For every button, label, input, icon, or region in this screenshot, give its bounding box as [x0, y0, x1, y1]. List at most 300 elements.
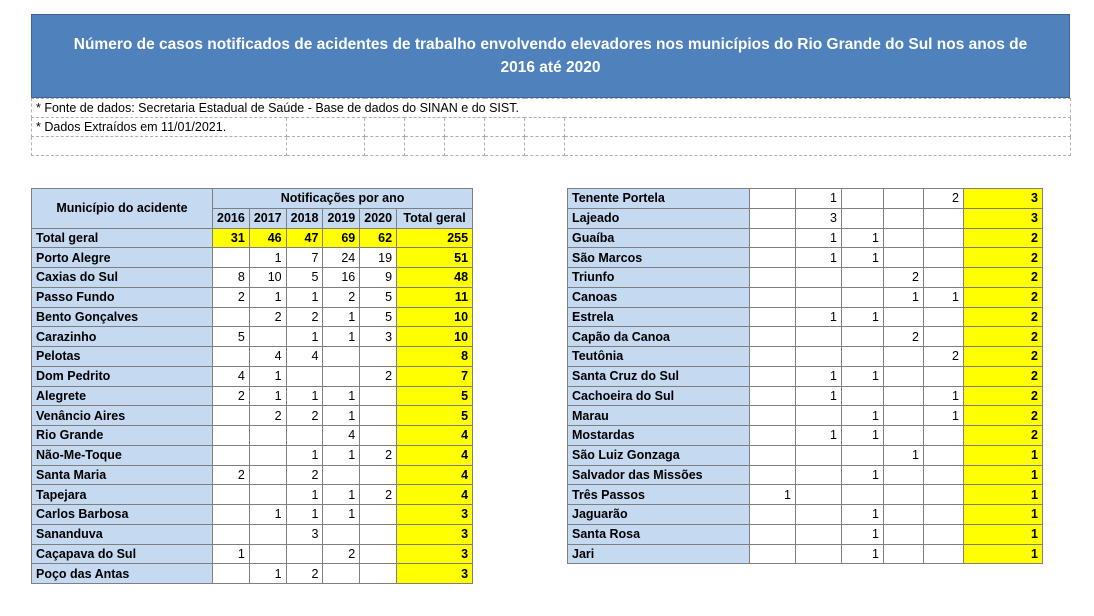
municipio-name: Alegrete: [32, 386, 213, 406]
year-count: 3: [286, 524, 323, 544]
year-count: 2: [924, 347, 964, 367]
row-total: 2: [964, 268, 1043, 288]
year-count: [750, 386, 796, 406]
year-count: 1: [796, 228, 842, 248]
municipio-name: Três Passos: [568, 485, 750, 505]
table-row: [32, 268, 473, 288]
year-count: [924, 208, 964, 228]
year-header: 2019: [323, 208, 360, 228]
table-row: [568, 189, 1043, 209]
year-count: 1: [884, 445, 924, 465]
total-row-value: 62: [360, 228, 397, 248]
year-count: 2: [286, 564, 323, 584]
year-header: 2020: [360, 208, 397, 228]
row-total: 1: [964, 465, 1043, 485]
year-count: 1: [286, 327, 323, 347]
year-count: [884, 505, 924, 525]
year-count: [213, 347, 250, 367]
year-count: 1: [249, 287, 286, 307]
year-count: [842, 189, 884, 209]
table-row: [32, 524, 473, 544]
year-count: [924, 426, 964, 446]
year-count: [924, 248, 964, 268]
table-row: [568, 347, 1043, 367]
year-count: [360, 347, 397, 367]
row-total: 3: [397, 524, 473, 544]
year-count: 19: [360, 248, 397, 268]
municipio-name: Teutônia: [568, 347, 750, 367]
municipio-name: Carlos Barbosa: [32, 505, 213, 525]
table-row: [568, 208, 1043, 228]
municipio-name: Santa Cruz do Sul: [568, 366, 750, 386]
municipio-name: Sananduva: [32, 524, 213, 544]
year-count: 1: [842, 426, 884, 446]
row-total: 3: [964, 208, 1043, 228]
municipio-name: Santa Rosa: [568, 524, 750, 544]
year-count: [249, 524, 286, 544]
year-count: [213, 426, 250, 446]
year-count: 4: [286, 347, 323, 367]
year-count: 7: [286, 248, 323, 268]
row-total: 3: [397, 505, 473, 525]
year-count: [360, 564, 397, 584]
year-count: 3: [796, 208, 842, 228]
page-title: Número de casos notificados de acidentes de trabalho envolvendo elevadores nos municípios do Rio Grande do Sul nos anos de 2016 até 2020: [73, 36, 1028, 76]
year-count: 16: [323, 268, 360, 288]
table-row: [568, 366, 1043, 386]
year-count: [323, 366, 360, 386]
municipio-name: Santa Maria: [32, 465, 213, 485]
row-total: 2: [964, 248, 1043, 268]
year-count: [924, 228, 964, 248]
row-total: 2: [964, 426, 1043, 446]
year-count: 1: [796, 189, 842, 209]
municipio-name: Bento Gonçalves: [32, 307, 213, 327]
municipio-name: Caçapava do Sul: [32, 544, 213, 564]
year-count: [842, 347, 884, 367]
year-count: [924, 327, 964, 347]
year-count: [360, 465, 397, 485]
year-count: 2: [884, 327, 924, 347]
year-count: [842, 268, 884, 288]
table-row: [568, 386, 1043, 406]
year-count: 2: [286, 465, 323, 485]
year-count: 1: [842, 248, 884, 268]
table-row: [32, 386, 473, 406]
municipio-name: Estrela: [568, 307, 750, 327]
municipio-name: Venâncio Aires: [32, 406, 213, 426]
year-count: 2: [924, 189, 964, 209]
year-count: 1: [323, 307, 360, 327]
year-count: [924, 544, 964, 564]
table-row: [32, 544, 473, 564]
table-row: [32, 445, 473, 465]
total-row-value: 69: [323, 228, 360, 248]
municipio-name: Porto Alegre: [32, 248, 213, 268]
year-count: [213, 406, 250, 426]
year-count: [750, 505, 796, 525]
table-row: [568, 426, 1043, 446]
year-count: 1: [924, 406, 964, 426]
row-total: 51: [397, 248, 473, 268]
year-count: 4: [213, 366, 250, 386]
year-count: [360, 524, 397, 544]
right-table: [567, 188, 1043, 564]
year-count: 5: [213, 327, 250, 347]
year-count: 1: [796, 307, 842, 327]
year-count: [842, 445, 884, 465]
year-count: [884, 406, 924, 426]
year-count: 2: [213, 287, 250, 307]
year-count: 1: [796, 248, 842, 268]
year-count: 2: [884, 268, 924, 288]
row-total: 5: [397, 406, 473, 426]
year-count: 2: [360, 485, 397, 505]
municipio-name: Jaguarão: [568, 505, 750, 525]
year-count: [323, 347, 360, 367]
total-row-value: 46: [249, 228, 286, 248]
row-total: 2: [964, 287, 1043, 307]
left-table: [31, 188, 473, 584]
municipio-name: Jari: [568, 544, 750, 564]
year-count: [796, 406, 842, 426]
municipio-name: Triunfo: [568, 268, 750, 288]
row-total: 3: [397, 544, 473, 564]
year-header: 2017: [249, 208, 286, 228]
year-count: [884, 307, 924, 327]
year-count: [750, 406, 796, 426]
year-count: 2: [323, 287, 360, 307]
table-row: [32, 366, 473, 386]
year-count: [249, 426, 286, 446]
municipio-name: Passo Fundo: [32, 287, 213, 307]
year-count: [286, 366, 323, 386]
year-count: 2: [286, 406, 323, 426]
year-count: 1: [323, 406, 360, 426]
municipio-name: Tapejara: [32, 485, 213, 505]
year-count: [213, 564, 250, 584]
row-total: 10: [397, 327, 473, 347]
year-count: 1: [842, 366, 884, 386]
total-row-value: 47: [286, 228, 323, 248]
year-count: 1: [842, 524, 884, 544]
year-count: [924, 307, 964, 327]
year-count: [924, 268, 964, 288]
row-total: 2: [964, 327, 1043, 347]
year-count: 1: [796, 366, 842, 386]
year-count: [796, 327, 842, 347]
municipio-header: Município do acidente: [32, 189, 213, 229]
table-row: [32, 406, 473, 426]
year-count: 1: [842, 228, 884, 248]
year-count: [750, 445, 796, 465]
year-count: [249, 445, 286, 465]
row-total: 5: [397, 386, 473, 406]
municipio-name: Cachoeira do Sul: [568, 386, 750, 406]
notifications-header: Notificações por ano: [213, 189, 473, 209]
year-count: 1: [884, 287, 924, 307]
year-count: [750, 426, 796, 446]
row-total: 4: [397, 445, 473, 465]
year-count: [842, 208, 884, 228]
table-row: [568, 544, 1043, 564]
year-count: [750, 465, 796, 485]
table-row: [568, 327, 1043, 347]
year-count: 1: [796, 386, 842, 406]
year-count: 1: [249, 366, 286, 386]
row-total: 4: [397, 426, 473, 446]
year-count: [750, 189, 796, 209]
year-count: [884, 189, 924, 209]
row-total: 2: [964, 228, 1043, 248]
table-row: [568, 465, 1043, 485]
year-count: [796, 485, 842, 505]
notes-grid: [31, 98, 1071, 156]
year-count: 1: [286, 386, 323, 406]
year-count: 2: [249, 307, 286, 327]
year-count: 2: [213, 465, 250, 485]
year-count: [750, 248, 796, 268]
year-count: [360, 544, 397, 564]
year-count: [213, 505, 250, 525]
year-count: 2: [286, 307, 323, 327]
row-total: 4: [397, 485, 473, 505]
table-row: [568, 307, 1043, 327]
row-total: 8: [397, 347, 473, 367]
row-total: 1: [964, 524, 1043, 544]
year-count: 2: [249, 406, 286, 426]
year-count: [796, 268, 842, 288]
table-row: [568, 505, 1043, 525]
municipio-name: Lajeado: [568, 208, 750, 228]
year-count: [796, 465, 842, 485]
year-count: 2: [360, 366, 397, 386]
year-count: [884, 248, 924, 268]
row-total: 1: [964, 485, 1043, 505]
title-banner: [31, 14, 1070, 98]
municipio-name: Canoas: [568, 287, 750, 307]
table-row: [32, 347, 473, 367]
row-total: 7: [397, 366, 473, 386]
year-count: [842, 287, 884, 307]
row-total: 2: [964, 347, 1043, 367]
year-count: [750, 268, 796, 288]
year-count: 3: [360, 327, 397, 347]
year-count: [842, 386, 884, 406]
row-total: 11: [397, 287, 473, 307]
year-count: [360, 505, 397, 525]
year-count: [884, 347, 924, 367]
table-row: [568, 524, 1043, 544]
year-header: 2016: [213, 208, 250, 228]
year-count: [796, 544, 842, 564]
table-row: [32, 465, 473, 485]
municipio-name: São Marcos: [568, 248, 750, 268]
table-row: [32, 287, 473, 307]
municipio-name: Salvador das Missões: [568, 465, 750, 485]
year-count: [249, 327, 286, 347]
year-count: [924, 445, 964, 465]
year-count: 5: [360, 287, 397, 307]
row-total: 2: [964, 386, 1043, 406]
year-count: 5: [286, 268, 323, 288]
year-count: 9: [360, 268, 397, 288]
row-total: 3: [964, 189, 1043, 209]
year-count: 1: [286, 505, 323, 525]
municipio-name: Caxias do Sul: [32, 268, 213, 288]
year-count: [796, 524, 842, 544]
year-count: [884, 386, 924, 406]
row-total: 1: [964, 505, 1043, 525]
year-count: 5: [360, 307, 397, 327]
municipio-name: Dom Pedrito: [32, 366, 213, 386]
year-count: 1: [796, 426, 842, 446]
municipio-name: Carazinho: [32, 327, 213, 347]
table-row: [32, 485, 473, 505]
year-count: [796, 347, 842, 367]
row-total: 2: [964, 406, 1043, 426]
year-count: [884, 208, 924, 228]
year-count: [750, 366, 796, 386]
year-count: 1: [323, 386, 360, 406]
municipio-name: Poço das Antas: [32, 564, 213, 584]
year-count: 1: [323, 485, 360, 505]
year-count: 1: [286, 485, 323, 505]
year-count: [750, 307, 796, 327]
year-count: [213, 524, 250, 544]
year-count: 10: [249, 268, 286, 288]
year-count: 4: [249, 347, 286, 367]
year-count: 4: [323, 426, 360, 446]
total-row-label: Total geral: [32, 228, 213, 248]
year-count: [360, 406, 397, 426]
municipio-name: Tenente Portela: [568, 189, 750, 209]
table-row: [568, 228, 1043, 248]
year-count: 1: [286, 445, 323, 465]
year-count: [323, 524, 360, 544]
year-count: 1: [842, 465, 884, 485]
row-total: 10: [397, 307, 473, 327]
year-count: 1: [924, 287, 964, 307]
table-row: [32, 248, 473, 268]
year-count: 2: [323, 544, 360, 564]
year-count: 1: [750, 485, 796, 505]
year-count: [884, 485, 924, 505]
total-row-value: 255: [397, 228, 473, 248]
year-count: [884, 228, 924, 248]
year-count: [842, 327, 884, 347]
municipio-name: Guaíba: [568, 228, 750, 248]
year-count: [750, 327, 796, 347]
year-count: 1: [842, 406, 884, 426]
year-count: 1: [249, 505, 286, 525]
table-row: [568, 248, 1043, 268]
row-total: 4: [397, 465, 473, 485]
year-count: 1: [213, 544, 250, 564]
table-row: [568, 485, 1043, 505]
year-count: [924, 524, 964, 544]
year-count: [213, 485, 250, 505]
year-count: [750, 524, 796, 544]
municipio-name: Não-Me-Toque: [32, 445, 213, 465]
year-count: [213, 307, 250, 327]
year-count: 1: [323, 445, 360, 465]
year-count: 2: [360, 445, 397, 465]
table-row: [32, 505, 473, 525]
year-count: [924, 465, 964, 485]
source-note: * Fonte de dados: Secretaria Estadual de Saúde - Base de dados do SINAN e do SIST.: [32, 99, 1071, 118]
year-header: Total geral: [397, 208, 473, 228]
row-total: 48: [397, 268, 473, 288]
total-row: [32, 228, 473, 248]
year-count: [360, 386, 397, 406]
municipio-name: Rio Grande: [32, 426, 213, 446]
row-total: 1: [964, 544, 1043, 564]
year-count: [796, 445, 842, 465]
year-count: 1: [286, 287, 323, 307]
year-count: 1: [249, 386, 286, 406]
year-count: [249, 465, 286, 485]
year-count: [842, 485, 884, 505]
year-count: 1: [924, 386, 964, 406]
table-row: [32, 426, 473, 446]
row-total: 3: [397, 564, 473, 584]
year-count: [750, 228, 796, 248]
year-count: [750, 544, 796, 564]
year-count: [884, 426, 924, 446]
year-count: [360, 426, 397, 446]
total-row-value: 31: [213, 228, 250, 248]
municipio-name: São Luiz Gonzaga: [568, 445, 750, 465]
year-count: [884, 465, 924, 485]
municipio-name: Mostardas: [568, 426, 750, 446]
year-count: [750, 347, 796, 367]
year-count: [286, 426, 323, 446]
table-row: [568, 445, 1043, 465]
table-row: [32, 327, 473, 347]
year-count: [924, 505, 964, 525]
year-count: [750, 287, 796, 307]
year-count: [323, 465, 360, 485]
row-total: 2: [964, 307, 1043, 327]
row-total: 2: [964, 366, 1043, 386]
year-count: [924, 485, 964, 505]
year-count: [213, 248, 250, 268]
year-count: 1: [249, 248, 286, 268]
year-count: [796, 505, 842, 525]
year-count: 2: [213, 386, 250, 406]
year-count: [323, 564, 360, 584]
year-count: [884, 366, 924, 386]
municipio-name: Capão da Canoa: [568, 327, 750, 347]
year-count: [796, 287, 842, 307]
row-total: 1: [964, 445, 1043, 465]
year-count: 1: [842, 544, 884, 564]
year-count: [286, 544, 323, 564]
table-row: [32, 564, 473, 584]
table-row: [568, 406, 1043, 426]
municipio-name: Marau: [568, 406, 750, 426]
year-count: 8: [213, 268, 250, 288]
extraction-note: * Dados Extraídos em 11/01/2021.: [32, 118, 287, 137]
year-count: [750, 208, 796, 228]
year-count: [884, 544, 924, 564]
year-count: 1: [323, 505, 360, 525]
year-count: [884, 524, 924, 544]
year-count: [213, 445, 250, 465]
year-count: 1: [842, 307, 884, 327]
table-row: [32, 307, 473, 327]
